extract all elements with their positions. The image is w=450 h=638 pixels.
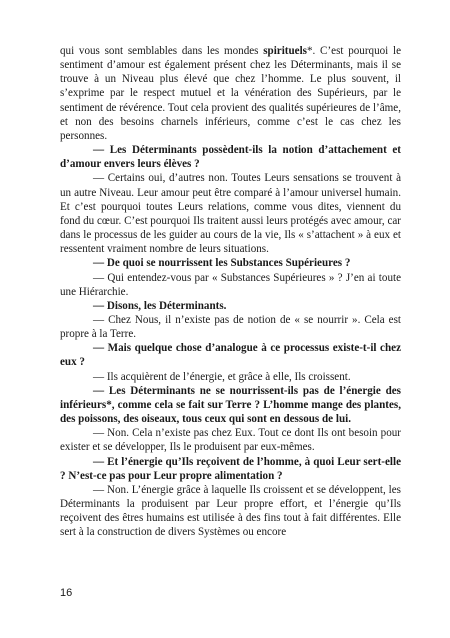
text-run: *. C’est pourquoi le sentiment d’amour est également présent chez les Déterminants, mais il se trouve à un Niveau plus élevé que chez l’homme. Le plus souvent, il s’exprime par le respect mutuel et la vénération des Supérieurs, par le sentiment de révérence. Tout cela provient des qualités supérieures de l’âme, et non des besoins charnels inférieurs, comme c’est le cas chez les personnes. xyxy=(60,45,401,142)
text-run: — Disons, les Déterminants. xyxy=(93,299,227,312)
text-run: — Les Déterminants ne se nourrissent-ils pas de l’énergie des inférieurs*, comme cela se fait sur Terre ? L’homme mange des plantes, des poissons, des oiseaux, tous ceux qui sont en dessous de lui. xyxy=(60,384,401,426)
text-run: — Mais quelque chose d’analogue à ce processus existe-t-il chez eux ? xyxy=(60,342,401,369)
text-run: — Les Déterminants possèdent-ils la notion d’attachement et d’amour envers leurs élèves ? xyxy=(60,144,401,171)
question-paragraph xyxy=(60,299,401,313)
question-paragraph xyxy=(60,143,401,171)
page-number: 16 xyxy=(60,587,73,599)
text-run: — Ils acquièrent de l’énergie, et grâce à elle, Ils croissent. xyxy=(93,370,351,383)
text-run: — Non. L’énergie grâce à laquelle Ils croissent et se développent, les Déterminants la produisent par Leur propre effort, et l’énergie qu’Ils reçoivent des êtres humains est utilisée à des fins tout à fait différentes. Elle sert à la construction de divers Systèmes ou encore xyxy=(60,483,401,539)
text-run: qui vous sont semblables dans les mondes xyxy=(60,45,264,57)
text-run: — Qui entendez-vous par « Substances Supérieures » ? J’en ai toute une Hiérarchie. xyxy=(60,271,401,298)
question-paragraph xyxy=(60,256,401,270)
answer-paragraph xyxy=(60,426,401,454)
question-paragraph xyxy=(60,384,401,426)
answer-paragraph xyxy=(60,271,401,299)
question-paragraph xyxy=(60,455,401,483)
text-run: — Non. Cela n’existe pas chez Eux. Tout ce dont Ils ont besoin pour exister et se développer, Ils le produisent par eux-mêmes. xyxy=(60,427,401,454)
answer-paragraph xyxy=(60,313,401,341)
body-text xyxy=(60,44,401,539)
text-run-bold: spirituels xyxy=(263,45,307,57)
paragraph-continuation xyxy=(60,44,401,143)
text-run: — Certains oui, d’autres non. Toutes Leurs sensations se trouvent à un autre Niveau. Leur amour peut être comparé à l’amour universel humain. Et c’est pourquoi toutes Leurs relations, comme vous dites, viennent du fond du cœur. C’est pourquoi Ils traitent aussi leurs protégés avec amour, car dans le processus de les guider au cours de la vie, Ils « s’attachent » à eux et ressentent vraiment nombre de leurs situations. xyxy=(60,172,401,256)
question-paragraph xyxy=(60,341,401,369)
answer-paragraph xyxy=(60,483,401,540)
answer-paragraph xyxy=(60,171,401,256)
text-run: — Chez Nous, il n’existe pas de notion de « se nourrir ». Cela est propre à la Terre. xyxy=(60,313,401,341)
text-run: — De quoi se nourrissent les Substances Supérieures ? xyxy=(93,257,351,270)
text-run: — Et l’énergie qu’Ils reçoivent de l’homme, à quoi Leur sert-elle ? N’est-ce pas pour Leur propre alimentation ? xyxy=(60,455,401,482)
answer-paragraph xyxy=(60,370,401,384)
